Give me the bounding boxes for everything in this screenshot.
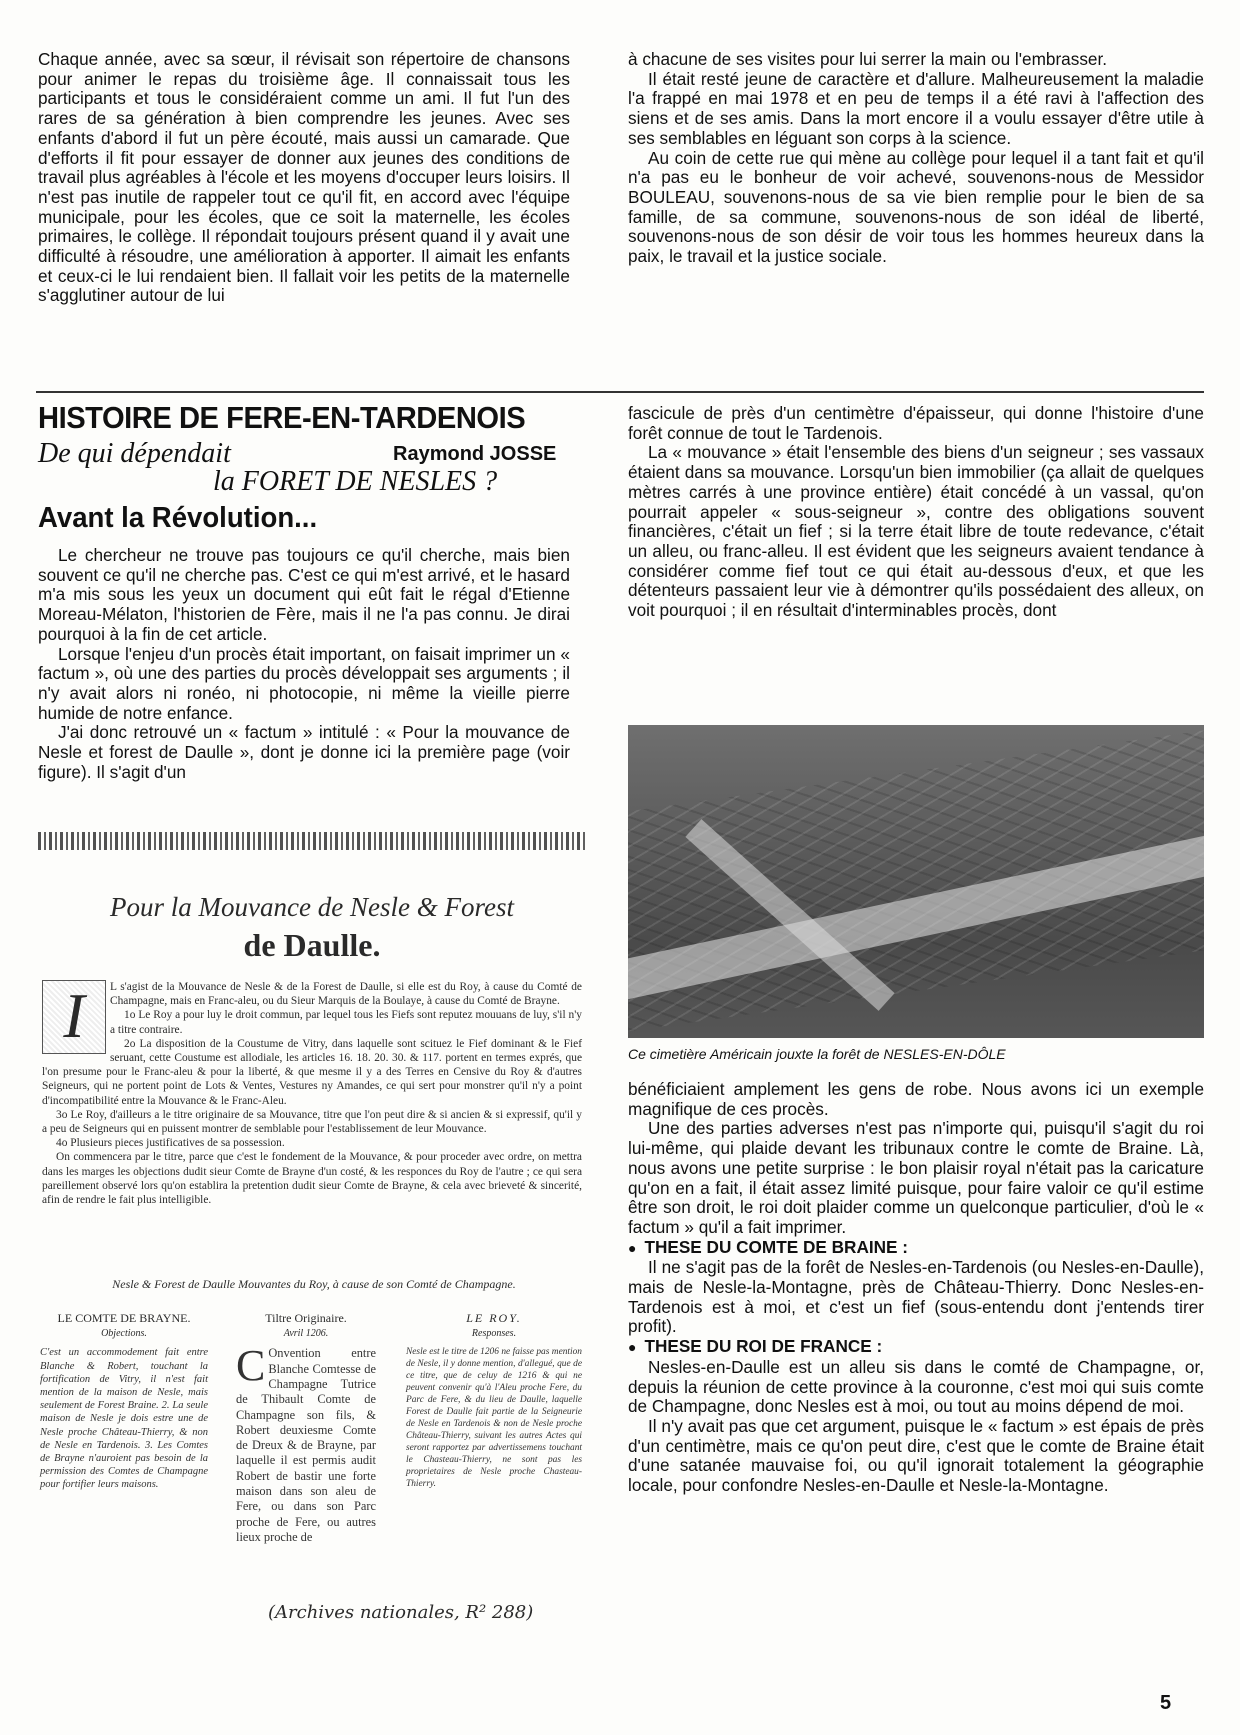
- these-braine-heading: ● THESE DU COMTE DE BRAINE :: [628, 1238, 1204, 1259]
- section-divider: [36, 391, 1204, 393]
- article-subtitle-3: Avant la Révolution...: [38, 502, 318, 534]
- col-mid-heading: Tiltre Originaire.: [265, 1311, 347, 1325]
- facsimile-paragraph-3: 2o La disposition de la Coustume de Vitry, dans laquelle sont scituez le Fief dominant & le Fief seruant, cette Coustume est allodiale, les articles 16. 18. 20. 30. & 117. portent en termes exprés, que l'on presume pour le Franc-aleu & pour la liberté, & que mesme il y a des Terres en Censive du Roy & d'autres Seigneurs, qui ne portent point de Lots & Ventes, Vestures ny Amandes, ce qui sert pour monstrer qu'il n'y a point d'incompatibilité entre la Mouvance & le Franc-Aleu.: [42, 1037, 582, 1107]
- article-subtitle-2: la FORET DE NESLES ?: [213, 466, 498, 497]
- col-left-subheading: Objections.: [101, 1328, 147, 1340]
- right-paragraph-2: La « mouvance » était l'ensemble des biens d'un seigneur ; ses vassaux étaient dans sa mouvance. Lorsqu'un bien immobilier (ça allait de quelques mètres carrés à une province entière) était concédé à un vassal, qu'on pourrait appeler « sous-seigneur », contre des obligations souvent financières, c'était un fief ; si la terre était libre de toute redevance, c'était un alleu, ou franc-alleu. Il est évident que les seigneurs avaient tendance à considérer comme fief tout ce qui était au-dessous d'eux, et que les détenteurs passaient leur vie à démontrer qu'ils possédaient des alleux, on voit pourquoi ; il en résultait d'interminables procès, dont: [628, 442, 1204, 621]
- col-mid-text: [236, 1341, 376, 1545]
- facsimile-title: [34, 888, 590, 964]
- col-mid-body: Onvention entre Blanche Comtesse de Champagne Tutrice de Thibault Comte de Champagne son fils, & Robert deuxiesme Comte de Dreux & de Brayne, par laquelle il est permis audit Robert de bastir une forte maison dans son aleu de Fere, ou dans son Parc proche de Fere, ou autres lieux proche de: [236, 1346, 376, 1544]
- facsimile-paragraph-6: On commencera par le titre, parce que c'est le fondement de la Mouvance, & pour proceder avec ordre, on mettra dans les marges les objections dudit sieur Comte de Brayne d'un costé, & les responces du Roy de l'autre ; ce qui sera pareillement observé lors qu'on establira la pretention dudit sieur Comte de Brayne, & cela avec brieveté & sincerité, afin de rendre le fait plus intelligible.: [42, 1151, 582, 1207]
- right-paragraph-3: bénéficiaient amplement les gens de robe. Nous avons ici un exemple magnifique de ces procès.: [628, 1079, 1204, 1119]
- article-title: HISTOIRE DE FERE-EN-TARDENOIS: [38, 400, 526, 435]
- cemetery-photo: [628, 725, 1204, 1038]
- facsimile-col-right: [406, 1312, 582, 1490]
- facsimile-title-line-1: Pour la Mouvance de Nesle & Forest: [110, 892, 514, 922]
- facsimile-paragraph-1: L s'agist de la Mouvance de Nesle & de la Forest de Daulle, si elle est du Roy, à cause du Comté de Champagne, mais en Franc-aleu, ou du Sieur Marquis de la Boulaye, à cause du Comté de Brayne.: [110, 981, 582, 1008]
- right-paragraph-4: Une des parties adverses n'est pas n'importe qui, puisqu'il s'agit du roi lui-même, qui plaide devant les tribunaux contre le comte de Braine. Là, nous avons une petite surprise : le bon plaisir royal n'était pas la caricature qu'on en a fait, il était assez limité puisque, pour faire valoir ce qu'il estime être son droit, le roi doit plaider comme un quelconque particulier, d'où le « factum » qu'il a fait imprimer.: [628, 1118, 1204, 1237]
- top-right-paragraph-2: Il était resté jeune de caractère et d'allure. Malheureusement la maladie l'a frappé en mai 1978 et en peu de temps il a été ravi à l'affection des siens et de ses amis. Dans la mort encore il a voulu essayer d'être utile à ses semblables en léguant son corps à la science.: [628, 68, 1204, 148]
- col-mid-dropcap: C: [236, 1341, 266, 1391]
- factum-facsimile: [34, 832, 590, 1630]
- col-left-heading: LE COMTE DE BRAYNE.: [57, 1311, 191, 1325]
- these-braine-text: Il ne s'agit pas de la forêt de Nesles-en-Tardenois (ou Nesles-en-Daulle), mais de Nesle-la-Montagne, près de Château-Thierry. Donc Nesles-en-Tardenois est à moi, et c'est un fief (sous-entendu dont j'entends tirer profit).: [628, 1257, 1204, 1337]
- col-right-subheading: Responses.: [471, 1328, 517, 1340]
- archives-handwritten-note: (Archives nationales, R² 288): [268, 1602, 534, 1623]
- top-left-paragraph: Chaque année, avec sa sœur, il révisait son répertoire de chansons pour animer le repas du troisième âge. Il connaissait tous les participants et tous le considéraient comme un ami. Il fut l'un des rares de sa génération à bien comprendre les jeunes. Avec ses enfants d'abord il fut un père écouté, mais aussi un camarade. Que d'efforts il fit pour essayer de donner aux jeunes des conditions de travail plus agréables à l'école et les moyens d'occuper leurs loisirs. Il n'est pas inutile de rappeler tout ce qu'il fit, en accord avec l'équipe municipale, pour les écoles, que ce soit la maternelle, les écoles primaires, le collège. Il répondait toujours présent quand il y avait une difficulté à résoudre, une amélioration à apporter. Il aimait les enfants et ceux-ci le lui rendaient bien. Il fallait voir les petits de la maternelle s'agglutiner autour de lui: [38, 49, 570, 306]
- top-right-column: [628, 50, 1204, 267]
- col-right-heading: LE ROY.: [466, 1311, 522, 1325]
- facsimile-title-line-2: de Daulle.: [243, 927, 381, 963]
- article-heading: [38, 400, 586, 535]
- right-paragraph-1: fascicule de près d'un centimètre d'épaisseur, qui donne l'histoire d'une forêt connue de tout le Tardenois.: [628, 403, 1204, 443]
- intro-paragraph-1: Le chercheur ne trouve pas toujours ce qu'il cherche, mais bien souvent ce qu'il ne cherche pas. C'est ce qui m'est arrivé, et le hasard m'a mis sous les yeux un document qui eût fait le régal d'Etienne Moreau-Mélaton, l'historien de Fère, mais il ne l'a pas connu. Je dirai pourquoi à la fin de cet article.: [38, 545, 570, 644]
- col-mid-subheading: Avril 1206.: [283, 1328, 329, 1340]
- facsimile-subheading: Nesle & Forest de Daulle Mouvantes du Roy, à cause de son Comté de Champagne.: [112, 1277, 516, 1291]
- these-roi-heading: ● THESE DU ROI DE FRANCE :: [628, 1337, 1204, 1358]
- these-roi-text-1: Nesles-en-Daulle est un alleu sis dans le comté de Champagne, or, depuis la réunion de cette province à la couronne, c'est moi qui suis comte de Champagne, donc Nesles est à moi, ou tout au moins dépend de moi.: [628, 1356, 1204, 1417]
- intro-paragraph-3: J'ai donc retrouvé un « factum » intitulé : « Pour la mouvance de Nesle et forest de Daulle », dont je donne ici la première page (voir figure). Il s'agit d'un: [38, 722, 570, 782]
- ornament-band-icon: [38, 832, 586, 850]
- facsimile-col-left: [40, 1312, 208, 1492]
- article-right-bottom: [628, 1080, 1204, 1496]
- these-roi-text-2: Il n'y avait pas que cet argument, puisque le « factum » est épais de près d'un centimètre, mais ce qu'on peut dire, c'est que le comte de Braine était d'une satanée mauvaise foi, ou qu'il ignorait totalement la géographie locale, pour confondre Nesles-en-Daulle et Nesle-la-Montagne.: [628, 1415, 1204, 1496]
- facsimile-paragraph-5: 4o Plusieurs pieces justificatives de sa possession.: [56, 1137, 285, 1150]
- article-subtitle-1: De qui dépendait: [38, 438, 231, 469]
- article-right-top: [628, 404, 1204, 621]
- article-author: Raymond JOSSE: [393, 443, 557, 465]
- page-number: 5: [1160, 1692, 1172, 1714]
- facsimile-col-mid: [236, 1312, 376, 1545]
- facsimile-paragraph-2: 1o Le Roy a pour luy le droit commun, par lequel tous les Fiefs sont reputez mouuans de luy, s'il n'y a titre contraire.: [110, 1009, 582, 1036]
- col-right-text: Nesle est le titre de 1206 ne faisse pas mention de Nesle, il y donne mention, d'allegué, que de ce titre, que de celuy de 1216 & qui ne peuvent convenir qu'à l'Aleu proche Fere, du Parc de Fere, & du lieu de Daulle, laquelle Forest de Daulle fait partie de la Seigneurie de Nesle en Tardenois & non de Nesle proche Château-Thierry, suivant les autres Actes qui seront rapportez par advertissemens touchant le Chasteau-Thierry, ne sont pas les proprietaires de Nesle proche Chasteau-Thierry.: [406, 1347, 582, 1490]
- top-left-column: [38, 50, 570, 306]
- photo-caption: Ce cimetière Américain jouxte la forêt de NESLES-EN-DÔLE: [628, 1046, 1006, 1062]
- dropcap-letter: I: [42, 980, 106, 1054]
- col-left-text: C'est un accommodement fait entre Blanche & Robert, touchant la fortification de Vitry, il n'est fait mention de la maison de Nesle, mais seulement de Forest Braine. 2. La seule maison de Nesle je dois estre une de Nesle proche Château-Thierry, & non de Nesle en Tardenois. 3. Les Comtes de Brayne n'auroient pas besoin de la permission des Comtes de Champagne pour fortifier leurs maisons.: [40, 1347, 208, 1491]
- top-right-paragraph-3: Au coin de cette rue qui mène au collège pour lequel il a tant fait et qu'il n'a pas eu le bonheur de voir achevé, souvenons-nous de Messidor BOULEAU, souvenons-nous de sa vie bien remplie pour le bien de sa famille, de sa commune, souvenons-nous de son idéal de liberté, souvenons-nous de son désir de voir tous les hommes heureux dans la paix, le travail et la justice sociale.: [628, 147, 1204, 267]
- article-intro: [38, 546, 570, 782]
- facsimile-paragraph-4: 3o Le Roy, d'ailleurs a le titre originaire de sa Mouvance, titre que l'on peut dire & si ancien & si expressif, qu'il y a peu de Seigneurs qui en puissent montrer de semblable pour l'establissement de leur Mouvance.: [42, 1108, 582, 1136]
- top-right-paragraph-1: à chacune de ses visites pour lui serrer la main ou l'embrasser.: [628, 49, 1108, 69]
- facsimile-body: [42, 980, 582, 1207]
- intro-paragraph-2: Lorsque l'enjeu d'un procès était important, on faisait imprimer un « factum », où une des parties du procès développait ses arguments ; il n'y avait alors ni ronéo, ni photocopie, ni même la vieille pierre humide de notre enfance.: [38, 643, 570, 723]
